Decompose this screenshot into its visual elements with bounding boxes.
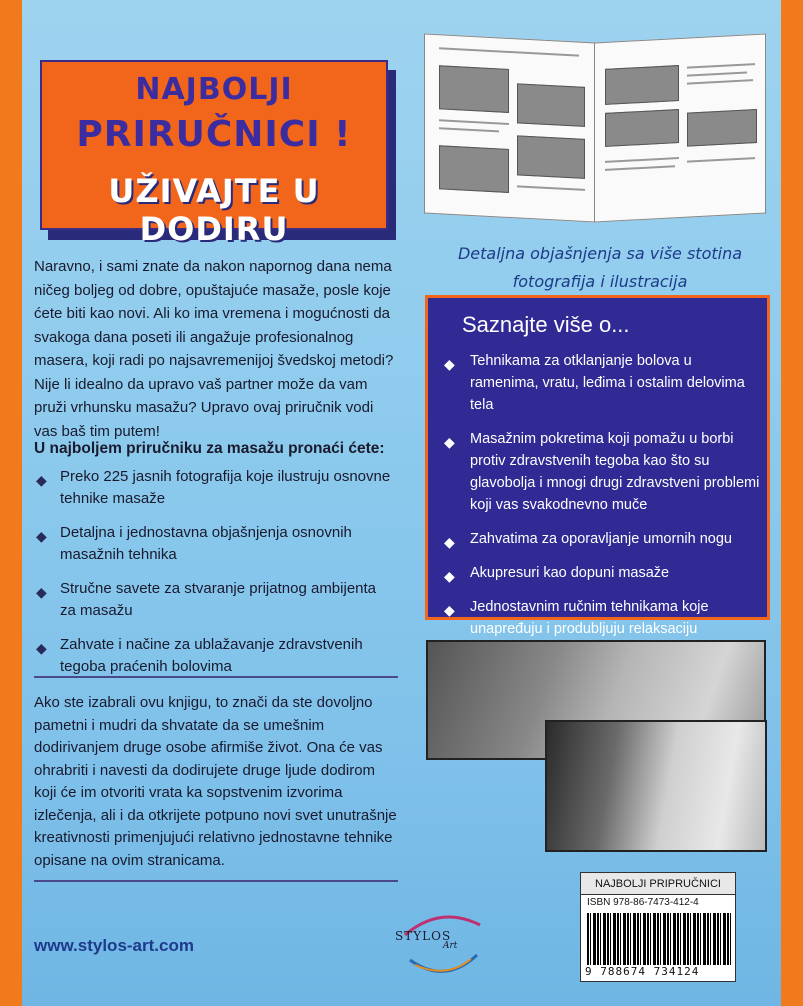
divider (34, 880, 398, 882)
banner-line-2: PRIRUČNICI ! (76, 114, 352, 155)
features-heading: U najboljem priručniku za masažu pronaći ćete: (34, 440, 385, 457)
book-left-page (424, 33, 596, 222)
list-item: ◆ Zahvate i načine za ublažavanje zdravstvenih tegoba praćenih bolovima (36, 636, 363, 675)
diamond-bullet-icon: ◆ (36, 472, 47, 488)
book-right-page (594, 33, 766, 222)
logo-swirl-icon (385, 905, 495, 985)
book-text-line (605, 157, 679, 163)
diamond-bullet-icon: ◆ (444, 568, 455, 584)
book-text-line (439, 127, 499, 132)
open-book-image (424, 38, 769, 223)
book-photo (439, 145, 509, 193)
book-photo (517, 83, 585, 127)
right-orange-border (781, 0, 803, 1006)
book-photo (517, 135, 585, 179)
head-massage-photo (545, 720, 767, 852)
learn-more-title: Saznajte više o... (462, 312, 630, 337)
diamond-bullet-icon: ◆ (444, 434, 455, 450)
book-photo (439, 65, 509, 113)
learn-more-box (425, 295, 770, 637)
book-photo (605, 109, 679, 147)
list-item: ◆ Akupresuri kao dopuni masaže (442, 562, 762, 584)
book-text-line (687, 79, 753, 84)
caption-line-1: Detaljna objašnjenja sa više stotina (457, 244, 743, 263)
learn-more-list (442, 350, 762, 652)
list-item: ◆ Stručne savete za stvaranje prijatnog ambijenta za masažu (36, 580, 377, 619)
book-text-line (439, 47, 579, 56)
left-orange-border (0, 0, 22, 1006)
book-text-line (517, 185, 585, 191)
intro-paragraph: Naravno, i sami znate da nakon napornog dana nema ničeg boljeg od dobre, opuštajuće masaže, posle koje ćete biti kao novi. Ali ko ima vremena i mogućnosti da svakoga dana poseti ili angažuje profesionalnog masera, koji radi po najsavremenijoj švedskoj metodi? Nije li idealno da upravo vaš partner može da vam pruži vrhunsku masažu? Upravo ovaj priručnik vodi vas baš tim putem! (34, 258, 394, 440)
list-item: ◆ Masažnim pokretima koji pomažu u borbi protiv zdravstvenih tegoba kao što su glavobolja i mnogi drugi zdravstveni problemi koji vas svakodnevno muče (444, 431, 760, 513)
divider (34, 676, 398, 678)
list-item: ◆ Jednostavnim ručnim tehnikama koje unapređuju i produbljuju relaksaciju (444, 599, 709, 637)
book-photo (687, 109, 757, 147)
logo-name: STYLOS (395, 929, 452, 943)
diamond-bullet-icon: ◆ (36, 528, 47, 544)
diamond-bullet-icon: ◆ (444, 602, 455, 618)
list-item: ◆ Zahvatima za oporavljanje umornih nogu (442, 528, 762, 550)
caption-line-2: fotografija i ilustracija (512, 272, 688, 291)
book-caption (430, 240, 770, 296)
outro-paragraph: Ako ste izabrali ovu knjigu, to znači da ste dovoljno pametni i mudri da shvatate da se umešnim dodirivanjem druge osobe afirmiše život. Ona će vas ohrabriti i navesti da dodirujete druge ljude dodirom koji će im otvoriti vrata ka sopstvenim izvorima izlečenja, ali i da otkrijete potpuno novi svet unutrašnje kreativnosti primenjujući relativno jednostavne tehnike opisane na ovim stranicama. (34, 694, 397, 869)
stylos-logo (385, 905, 495, 985)
list-item: ◆ Preko 225 jasnih fotografija koje ilustruju osnovne tehnike masaže (36, 468, 391, 507)
diamond-bullet-icon: ◆ (444, 356, 455, 372)
barcode-icon (587, 913, 731, 965)
book-text-line (439, 119, 509, 125)
banner-line-3: UŽIVAJTE U DODIRU (108, 172, 320, 248)
isbn-number: ISBN 978-86-7473-412-4 (587, 897, 699, 908)
series-label: NAJBOLJI PRIPRUČNICI (581, 873, 735, 895)
banner-line-1: NAJBOLJI (135, 72, 293, 107)
logo-sub: Art (443, 941, 458, 951)
isbn-barcode-box (580, 872, 736, 982)
publisher-website-link[interactable]: www.stylos-art.com (34, 936, 194, 955)
book-text-line (605, 165, 675, 171)
title-banner (40, 60, 388, 248)
barcode-digits: 9 788674 734124 (585, 965, 700, 978)
book-text-line (687, 71, 747, 76)
book-text-line (687, 63, 755, 69)
diamond-bullet-icon: ◆ (36, 640, 47, 656)
list-item: ◆ Tehnikama za otklanjanje bolova u ramenima, vratu, leđima i ostalim delovima tela (444, 353, 745, 413)
book-text-line (687, 157, 755, 163)
diamond-bullet-icon: ◆ (444, 534, 455, 550)
book-photo (605, 65, 679, 105)
diamond-bullet-icon: ◆ (36, 584, 47, 600)
features-list (34, 466, 394, 690)
list-item: ◆ Detaljna i jednostavna objašnjenja osnovnih masažnih tehnika (36, 524, 352, 563)
